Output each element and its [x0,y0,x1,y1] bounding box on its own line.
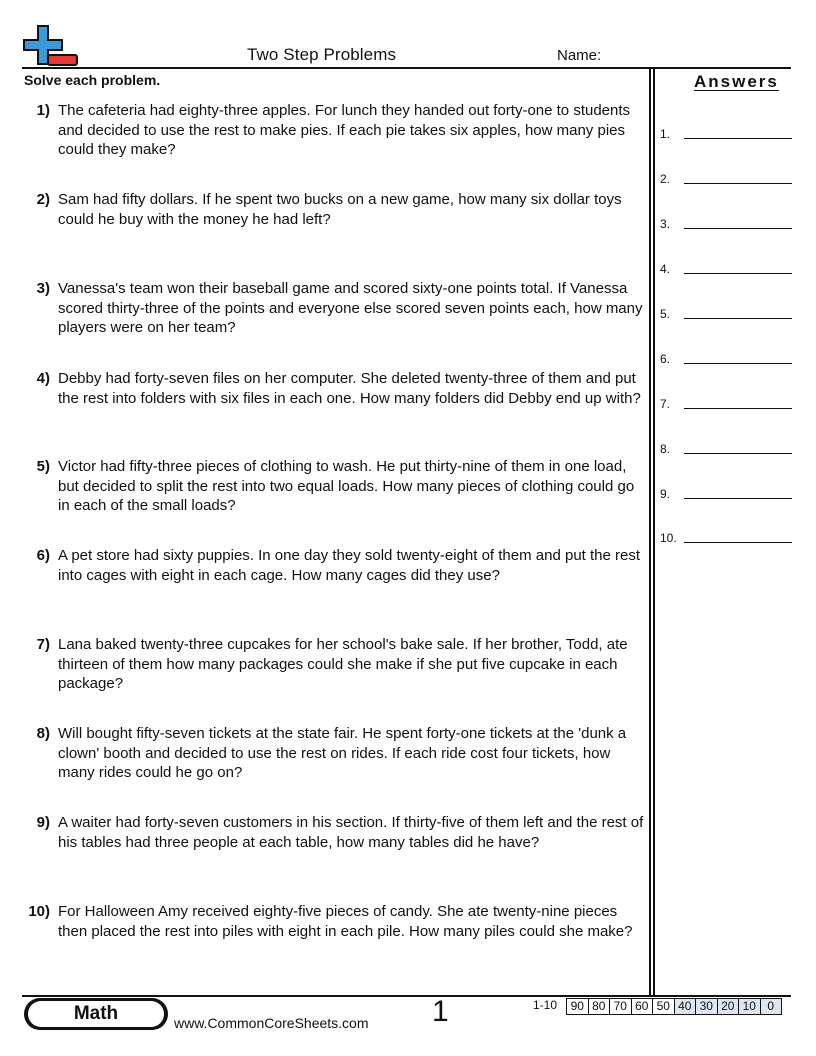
score-cell: 10 [739,999,761,1014]
answer-blank[interactable] [684,273,792,274]
problem-text: The cafeteria had eighty-three apples. For lunch they handed out forty-one to students and decided to use the rest to make pies. If each pie takes six apples, how many pies could they make? [58,102,631,158]
answer-label: 5. [660,307,671,321]
answer-blank[interactable] [684,363,792,364]
problem-number: 4) [36,370,50,387]
score-cell: 80 [589,999,611,1014]
problem-text: Vanessa's team won their baseball game and scored sixty-one points total. If Vanessa scored thirty-three of the points and everyone else scored seven points each, how many players were on her team? [58,280,643,336]
problem-text: Will bought fifty-seven tickets at the state fair. He spent forty-one tickets at the 'dunk a clown' booth and decided to use the rest on rides. If each ride cost four tickets, how many rides could he go on? [58,725,627,781]
answer-blank[interactable] [684,498,792,499]
subject-label: Math [28,1001,164,1027]
score-cell: 60 [632,999,654,1014]
answer-label: 10. [660,531,677,545]
answer-label: 6. [660,352,671,366]
answer-line[interactable] [660,481,792,501]
answer-line[interactable] [660,256,792,276]
answer-label: 8. [660,442,671,456]
answer-label: 3. [660,217,671,231]
score-range-label: 1-10 [533,998,558,1012]
problem-text: A waiter had forty-seven customers in his section. If thirty-five of them left and the rest of his tables had three people at each table, how many tables did he have? [58,814,644,851]
page-number: 1 [432,995,449,1028]
header-divider [22,67,791,69]
name-label: Name: [557,47,602,64]
problem-number: 10) [28,903,50,920]
answer-blank[interactable] [684,138,792,139]
answers-title: Answers [694,72,779,91]
answer-blank[interactable] [684,542,792,543]
problem-text: A pet store had sixty puppies. In one day they sold twenty-eight of them and put the rest into cages with eight in each cage. How many cages did they use? [58,547,641,584]
footer-divider [22,995,791,997]
plus-minus-logo-icon [22,24,80,68]
score-cell: 70 [610,999,632,1014]
score-table [566,998,782,1015]
answer-label: 7. [660,397,671,411]
website-link[interactable]: www.CommonCoreSheets.com [174,1015,369,1031]
score-cell: 30 [696,999,718,1014]
problem-number: 9) [36,814,50,831]
score-cell: 90 [567,999,589,1014]
problem-number: 2) [36,191,50,208]
column-divider [653,68,655,996]
answer-label: 4. [660,262,671,276]
problem-number: 5) [36,458,50,475]
problem-text: Lana baked twenty-three cupcakes for her school's bake sale. If her brother, Todd, ate thirteen of them how many packages could she make if she put five cupcake in each package? [58,636,628,692]
problem-number: 3) [36,280,50,297]
instructions: Solve each problem. [24,72,161,88]
subject-badge [24,998,168,1030]
column-divider [649,68,651,996]
answer-line[interactable] [660,211,792,231]
problem-number: 1) [36,102,50,119]
problem-number: 7) [36,636,50,653]
problem-text: Sam had fifty dollars. If he spent two bucks on a new game, how many six dollar toys could he buy with the money he had left? [58,191,622,228]
worksheet-title: Two Step Problems [247,45,397,64]
score-cell: 0 [761,999,782,1014]
answer-label: 2. [660,172,671,186]
answer-blank[interactable] [684,318,792,319]
answer-line[interactable] [660,121,792,141]
problem-number: 6) [36,547,50,564]
problem-text: Debby had forty-seven files on her computer. She deleted twenty-three of them and put the rest into folders with six files in each one. How many folders did Debby end up with? [58,370,641,407]
answer-line[interactable] [660,166,792,186]
answer-line[interactable] [660,525,792,545]
answer-blank[interactable] [684,183,792,184]
problem-text: For Halloween Amy received eighty-five pieces of candy. She ate twenty-nine pieces then placed the rest into piles with eight in each pile. How many piles could she make? [58,903,633,940]
problem-number: 8) [36,725,50,742]
score-cell: 20 [718,999,740,1014]
answer-blank[interactable] [684,228,792,229]
answer-label: 1. [660,127,671,141]
answer-line[interactable] [660,301,792,321]
answer-line[interactable] [660,436,792,456]
problem-text: Victor had fifty-three pieces of clothing to wash. He put thirty-nine of them in one load, but decided to split the rest into two equal loads. How many pieces of clothing could go in each of the small loads? [58,458,635,514]
answer-line[interactable] [660,346,792,366]
answer-label: 9. [660,487,671,501]
answer-blank[interactable] [684,408,792,409]
score-cell: 40 [675,999,697,1014]
score-cell: 50 [653,999,675,1014]
answer-blank[interactable] [684,453,792,454]
answer-line[interactable] [660,391,792,411]
